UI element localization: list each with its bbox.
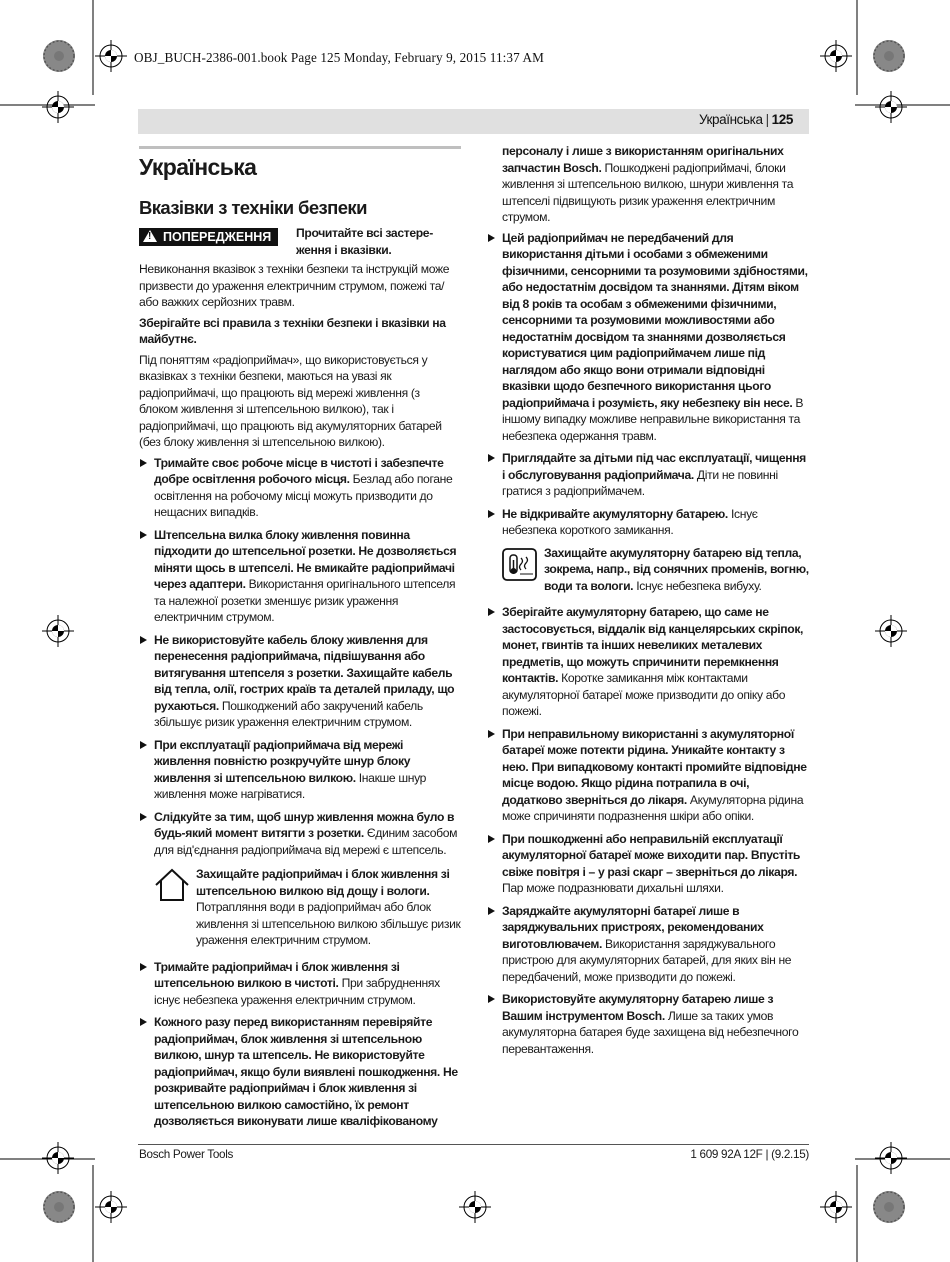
warning-triangle-icon [143, 230, 157, 242]
warning-block [139, 225, 461, 259]
color-target-icon [43, 1191, 75, 1223]
list-item: При пошкодженні або неправильній експлуатації акумуляторної батареї може виходити пар. Впустіть свіже повітря і – у разі скарг – зверніться до лікаря. Пар може подразнювати дихальні шляхи. [487, 831, 809, 897]
section-title: Вказівки з техніки безпеки [139, 197, 367, 218]
registration-mark-icon [459, 1191, 491, 1223]
house-icon [154, 868, 190, 902]
list-item: При експлуатації радіоприймача від мережі живлення повністю розкручуйте шнур блоку живлення зі штепсельною вилкою. Інакше шнур живлення може нагріватися. [139, 737, 461, 803]
registration-mark-icon [820, 1191, 852, 1223]
registration-mark-icon [95, 1191, 127, 1223]
header-language: Українська [698, 112, 763, 127]
list-item: Використовуйте акумуляторну батарею лише з Вашим інструментом Bosch. Лише за таких умов акумуляторна батарея буде захищена від небезпечного перевантаження. [487, 991, 809, 1057]
registration-mark-icon [42, 615, 74, 647]
color-target-icon [873, 1191, 905, 1223]
paragraph: Зберігайте всі правила з техніки безпеки і вказівки на майбутнє. [139, 315, 446, 346]
list-item: Не використовуйте кабель блоку живлення для перенесення радіоприймача, підвішування або витягування штепселя з розетки. Захищайте кабель від тепла, олії, гострих країв та деталей приладу, що рухаються. Пошкоджений або закручений кабель збільшує ризик ураження електричним струмом. [139, 632, 461, 731]
page-number: 125 [771, 112, 793, 127]
list-item: Заряджайте акумуляторні батареї лише в заряджувальних пристроях, рекомендованих виготовлювачем. Використання заряджувального пристрою для акумуляторних батарей, для яких він не передбачений, може призводити до пожежі. [487, 903, 809, 986]
registration-mark-icon [42, 1142, 74, 1174]
list-item: Тримайте радіоприймач і блок живлення зі штепсельною вилкою в чистоті. При забрудненнях існує небезпека ураження електричним струмом. [139, 959, 461, 1009]
paragraph: персоналу і лише з використанням оригінальних запчастин Bosch. Пошкоджені радіоприймачі, блоки живлення зі штепсельною вилкою, шнури живлення та штепселі підвищують ризик ураження електричним струмом. [502, 144, 794, 224]
footer-brand: Bosch Power Tools [139, 1148, 234, 1161]
registration-mark-icon [95, 40, 127, 72]
running-header: Українська | 125 [138, 109, 809, 134]
registration-mark-icon [875, 91, 907, 123]
paragraph: Під поняттям «радіоприймач», що використовується у вказівках з техніки безпеки, маються на увазі як радіоприймачі, що працюють від мережі живлення (з блоком живлення зі штепсельною вилкою), так і радіоприймачі, що працюють від акумуляторних батарей (без блоку живлення зі штепсельною вилкою). [139, 352, 442, 449]
registration-mark-icon [42, 91, 74, 123]
list-item: Цей радіоприймач не передбачений для використання дітьми і особами з обмеженими фізичними, сенсорними та розумовими здібностями, або недостатнім досвідом та знаннями. Дітям віком від 8 років та особам з обмеженими фізичними, сенсорними та розумовими можливостями або недостатнім досвідом та знаннями дозволяється користуватися цим радіоприймачем лише під наглядом або якщо вони отримали відповідні вказівки щодо безпечного використання цього радіоприймача і розумієть, яку небезпеку він несе. В іншому випадку можливе неправильне використання та небезпека одержання травм. [487, 230, 809, 445]
list-item: Штепсельна вилка блоку живлення повинна підходити до штепсельної розетки. Не дозволяється міняти щось в штепселі. Не вмикайте радіоприймачі через адаптери. Використання оригінального штепселя та належної розетки зменшує ризик ураження електричним струмом. [139, 527, 461, 626]
battery-heat-note: Захищайте акумуляторну батарею від тепла, зокрема, напр., від сонячних променів, вогню, води та вологи. Існує небезпека вибуху. [502, 545, 809, 595]
color-target-icon [43, 40, 75, 72]
color-target-icon [873, 40, 905, 72]
left-column [139, 143, 461, 1136]
registration-mark-icon [820, 40, 852, 72]
list-item: Приглядайте за дітьми під час експлуатації, чищення і обслуговування радіоприймача. Діти не повинні гратися з радіоприймачем. [487, 450, 809, 500]
list-item: Слідкуйте за тим, щоб шнур живлення можна було в будь-який момент витягти з розетки. Єдиним засобом для від'єднання радіоприймача від мережі є штепсель. [139, 809, 461, 859]
paragraph: Невиконання вказівок з техніки безпеки та інструкцій може призвести до ураження електричним струмом, пожежі та/або важких серйозних травм. [139, 262, 450, 309]
list-item: Тримайте своє робоче місце в чистоті і забезпечте добре освітлення робочого місця. Безлад або погане освітлення на робочому місці можуть призводити до нещасних випадків. [139, 455, 461, 521]
footer-rule [138, 1144, 809, 1145]
list-item: При неправильному використанні з акумуляторної батареї може потекти рідина. Уникайте контакту з нею. При випадковому контакті промийте відповідне місце водою. Якщо рідина потрапила в очі, додатково зверніться до лікаря. Акумуляторна рідина може спричиняти подразнення шкіри або опіки. [487, 726, 809, 825]
title-rule [139, 146, 461, 149]
warning-text: Прочитайте всі застере- ження і вказівки. [296, 226, 433, 257]
registration-mark-icon [875, 1142, 907, 1174]
battery-heat-icon [502, 548, 537, 581]
list-item: Не відкривайте акумуляторну батарею. Існує небезпека короткого замикання. [487, 506, 809, 539]
language-title: Українська [139, 154, 257, 180]
footer-doc-number: 1 609 92A 12F | (9.2.15) [690, 1148, 809, 1161]
registration-mark-icon [875, 615, 907, 647]
indoor-use-note: Захищайте радіоприймач і блок живлення зі штепсельною вилкою від дощу і вологи. Потрапляння води в радіоприймач або блок живлення зі штепсельною вилкою збільшує ризик ураження електричним струмом. [139, 866, 461, 949]
print-slug: OBJ_BUCH-2386-001.book Page 125 Monday, February 9, 2015 11:37 AM [134, 50, 544, 65]
list-item: Кожного разу перед використанням перевіряйте радіоприймач, блок живлення зі штепсельною вилкою, шнур та штепсель. Не використовуйте радіоприймач, якщо були виявлені пошкодження. Не розкривайте радіоприймач і блок живлення зі штепсельною вилкою самостійно, їх ремонт дозволяється виконувати лише кваліфікованому [139, 1014, 461, 1130]
right-column [502, 143, 809, 1063]
list-item: Зберігайте акумуляторну батарею, що саме не застосовується, віддалік від канцелярських скріпок, монет, гвинтів та інших невеликих металевих предметів, що можуть спричинити перемкнення контактів. Коротке замикання між контактами акумуляторної батареї може призводити до опіку або пожежі. [487, 604, 809, 720]
warning-badge: !ПОПЕРЕДЖЕННЯ [139, 228, 278, 246]
